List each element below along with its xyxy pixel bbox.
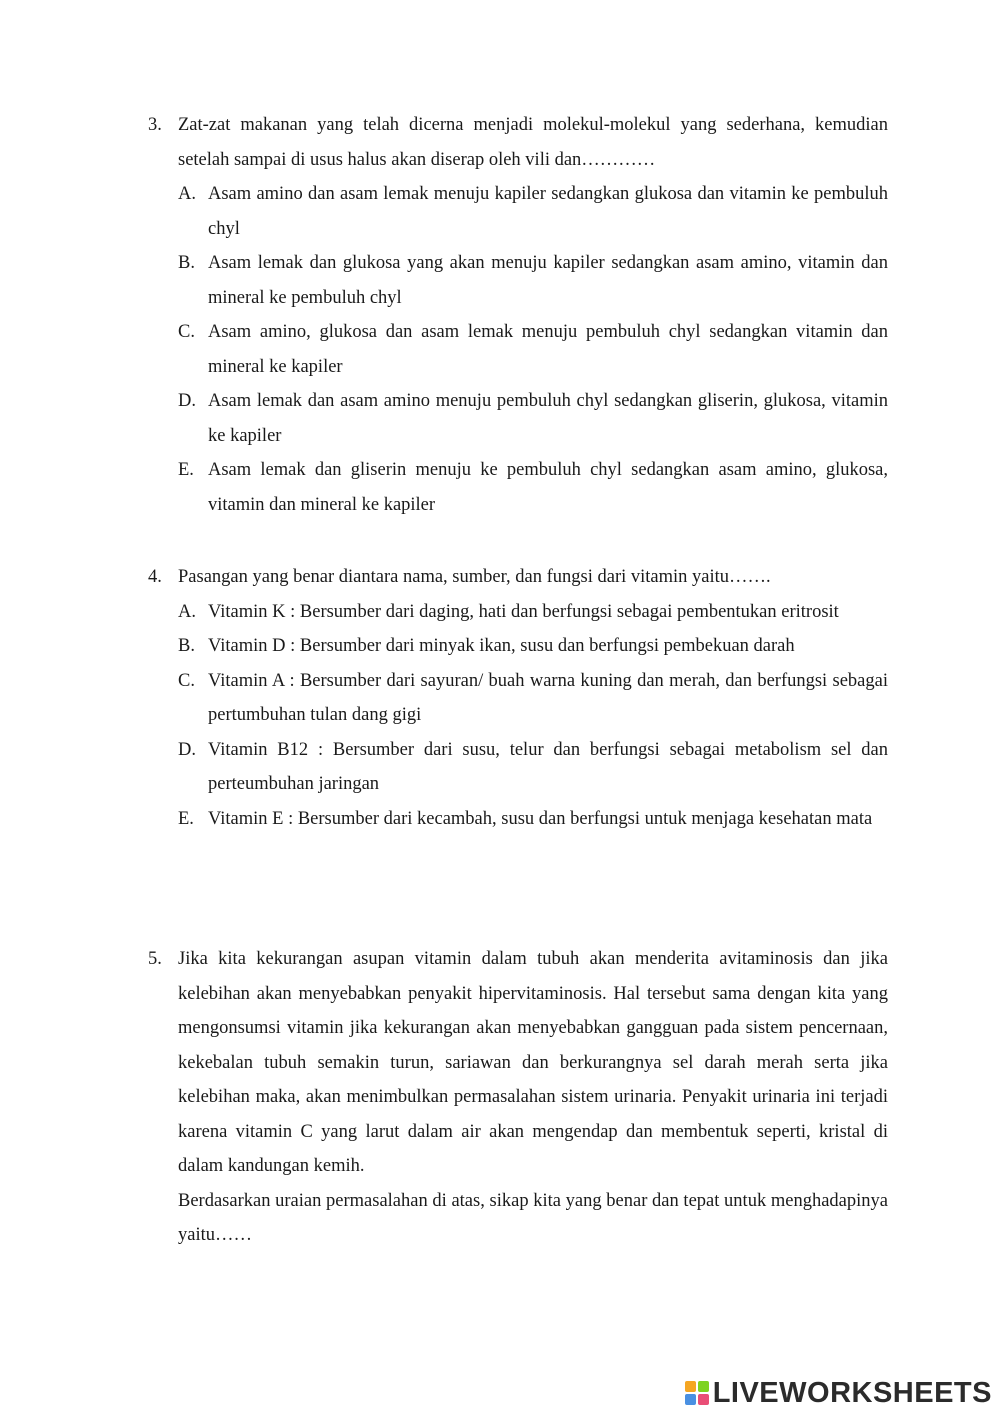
question-5 — [148, 942, 888, 1253]
option-e[interactable] — [178, 453, 888, 522]
liveworksheets-logo-icon — [685, 1381, 709, 1405]
question-4 — [148, 560, 888, 836]
watermark-text: LIVEWORKSHEETS — [712, 1376, 992, 1409]
option-letter: B. — [178, 636, 195, 656]
option-text: Asam amino dan asam lemak menuju kapiler sedangkan glukosa dan vitamin ke pembuluh chyl — [208, 184, 888, 239]
question-stem: Pasangan yang benar diantara nama, sumber, dan fungsi dari vitamin yaitu……. — [178, 567, 771, 587]
option-text: Vitamin A : Bersumber dari sayuran/ buah warna kuning dan merah, dan berfungsi sebagai pertumbuhan tulan dang gigi — [208, 670, 888, 725]
options-list — [178, 595, 888, 837]
option-text: Vitamin K : Bersumber dari daging, hati dan berfungsi sebagai pembentukan eritrosit — [208, 601, 839, 622]
option-c[interactable] — [178, 315, 888, 384]
option-text: Vitamin D : Bersumber dari minyak ikan, susu dan berfungsi pembekuan darah — [208, 636, 795, 656]
option-text: Vitamin E : Bersumber dari kecambah, susu dan berfungsi untuk menjaga kesehatan mata — [208, 808, 873, 829]
option-e[interactable] — [178, 802, 888, 837]
question-number: 4. — [148, 567, 162, 587]
question-stem: Zat-zat makanan yang telah dicerna menjadi molekul-molekul yang sederhana, kemudian setelah sampai di usus halus akan diserap oleh vili dan………… — [178, 115, 888, 170]
question-paragraph: Jika kita kekurangan asupan vitamin dalam tubuh akan menderita avitaminosis dan jika kelebihan akan menyebabkan penyakit hipervitaminosis. Hal tersebut sama dengan kita yang mengonsumsi vitamin jika kekurangan akan menyebabkan gangguan pada sistem pencernaan, kekebalan tubuh semakin turun, sariawan dan berkurangnya sel darah merah serta jika kelebihan maka, akan menimbulkan permasalahan sistem urinaria. Penyakit urinaria ini terjadi karena vitamin C yang larut dalam air akan mengendap dan membentuk seperti, kristal di dalam kandungan kemih. — [178, 949, 888, 1176]
question-number: 5. — [148, 949, 162, 969]
option-b[interactable] — [178, 629, 888, 664]
question-number: 3. — [148, 115, 162, 135]
option-text: Asam amino, glukosa dan asam lemak menuju pembuluh chyl sedangkan vitamin dan mineral ke kapiler — [208, 322, 888, 377]
options-list — [178, 177, 888, 522]
option-letter: A. — [178, 184, 196, 204]
logo-block — [698, 1394, 709, 1405]
option-a[interactable] — [178, 177, 888, 246]
option-d[interactable] — [178, 733, 888, 802]
option-letter: D. — [178, 391, 196, 411]
option-letter: C. — [178, 670, 195, 691]
question-prompt: Berdasarkan uraian permasalahan di atas, sikap kita yang benar dan tepat untuk menghadapinya yaitu…… — [178, 1190, 888, 1245]
logo-block — [685, 1381, 696, 1392]
option-letter: E. — [178, 460, 194, 480]
option-d[interactable] — [178, 384, 888, 453]
option-text: Asam lemak dan asam amino menuju pembuluh chyl sedangkan gliserin, glukosa, vitamin ke kapiler — [208, 391, 888, 446]
option-letter: C. — [178, 322, 195, 342]
option-text: Asam lemak dan glukosa yang akan menuju kapiler sedangkan asam amino, vitamin dan mineral ke pembuluh chyl — [208, 253, 888, 308]
option-a[interactable] — [178, 595, 888, 630]
option-letter: E. — [178, 808, 194, 829]
option-letter: D. — [178, 739, 196, 760]
liveworksheets-watermark — [685, 1375, 992, 1411]
option-b[interactable] — [178, 246, 888, 315]
option-text: Vitamin B12 : Bersumber dari susu, telur dan berfungsi sebagai metabolism sel dan perteumbuhan jaringan — [208, 739, 888, 794]
option-c[interactable] — [178, 664, 888, 733]
logo-block — [698, 1381, 709, 1392]
question-3 — [148, 108, 888, 522]
logo-block — [685, 1394, 696, 1405]
option-letter: A. — [178, 601, 196, 622]
option-letter: B. — [178, 253, 195, 273]
option-text: Asam lemak dan gliserin menuju ke pembuluh chyl sedangkan asam amino, glukosa, vitamin dan mineral ke kapiler — [208, 460, 888, 515]
